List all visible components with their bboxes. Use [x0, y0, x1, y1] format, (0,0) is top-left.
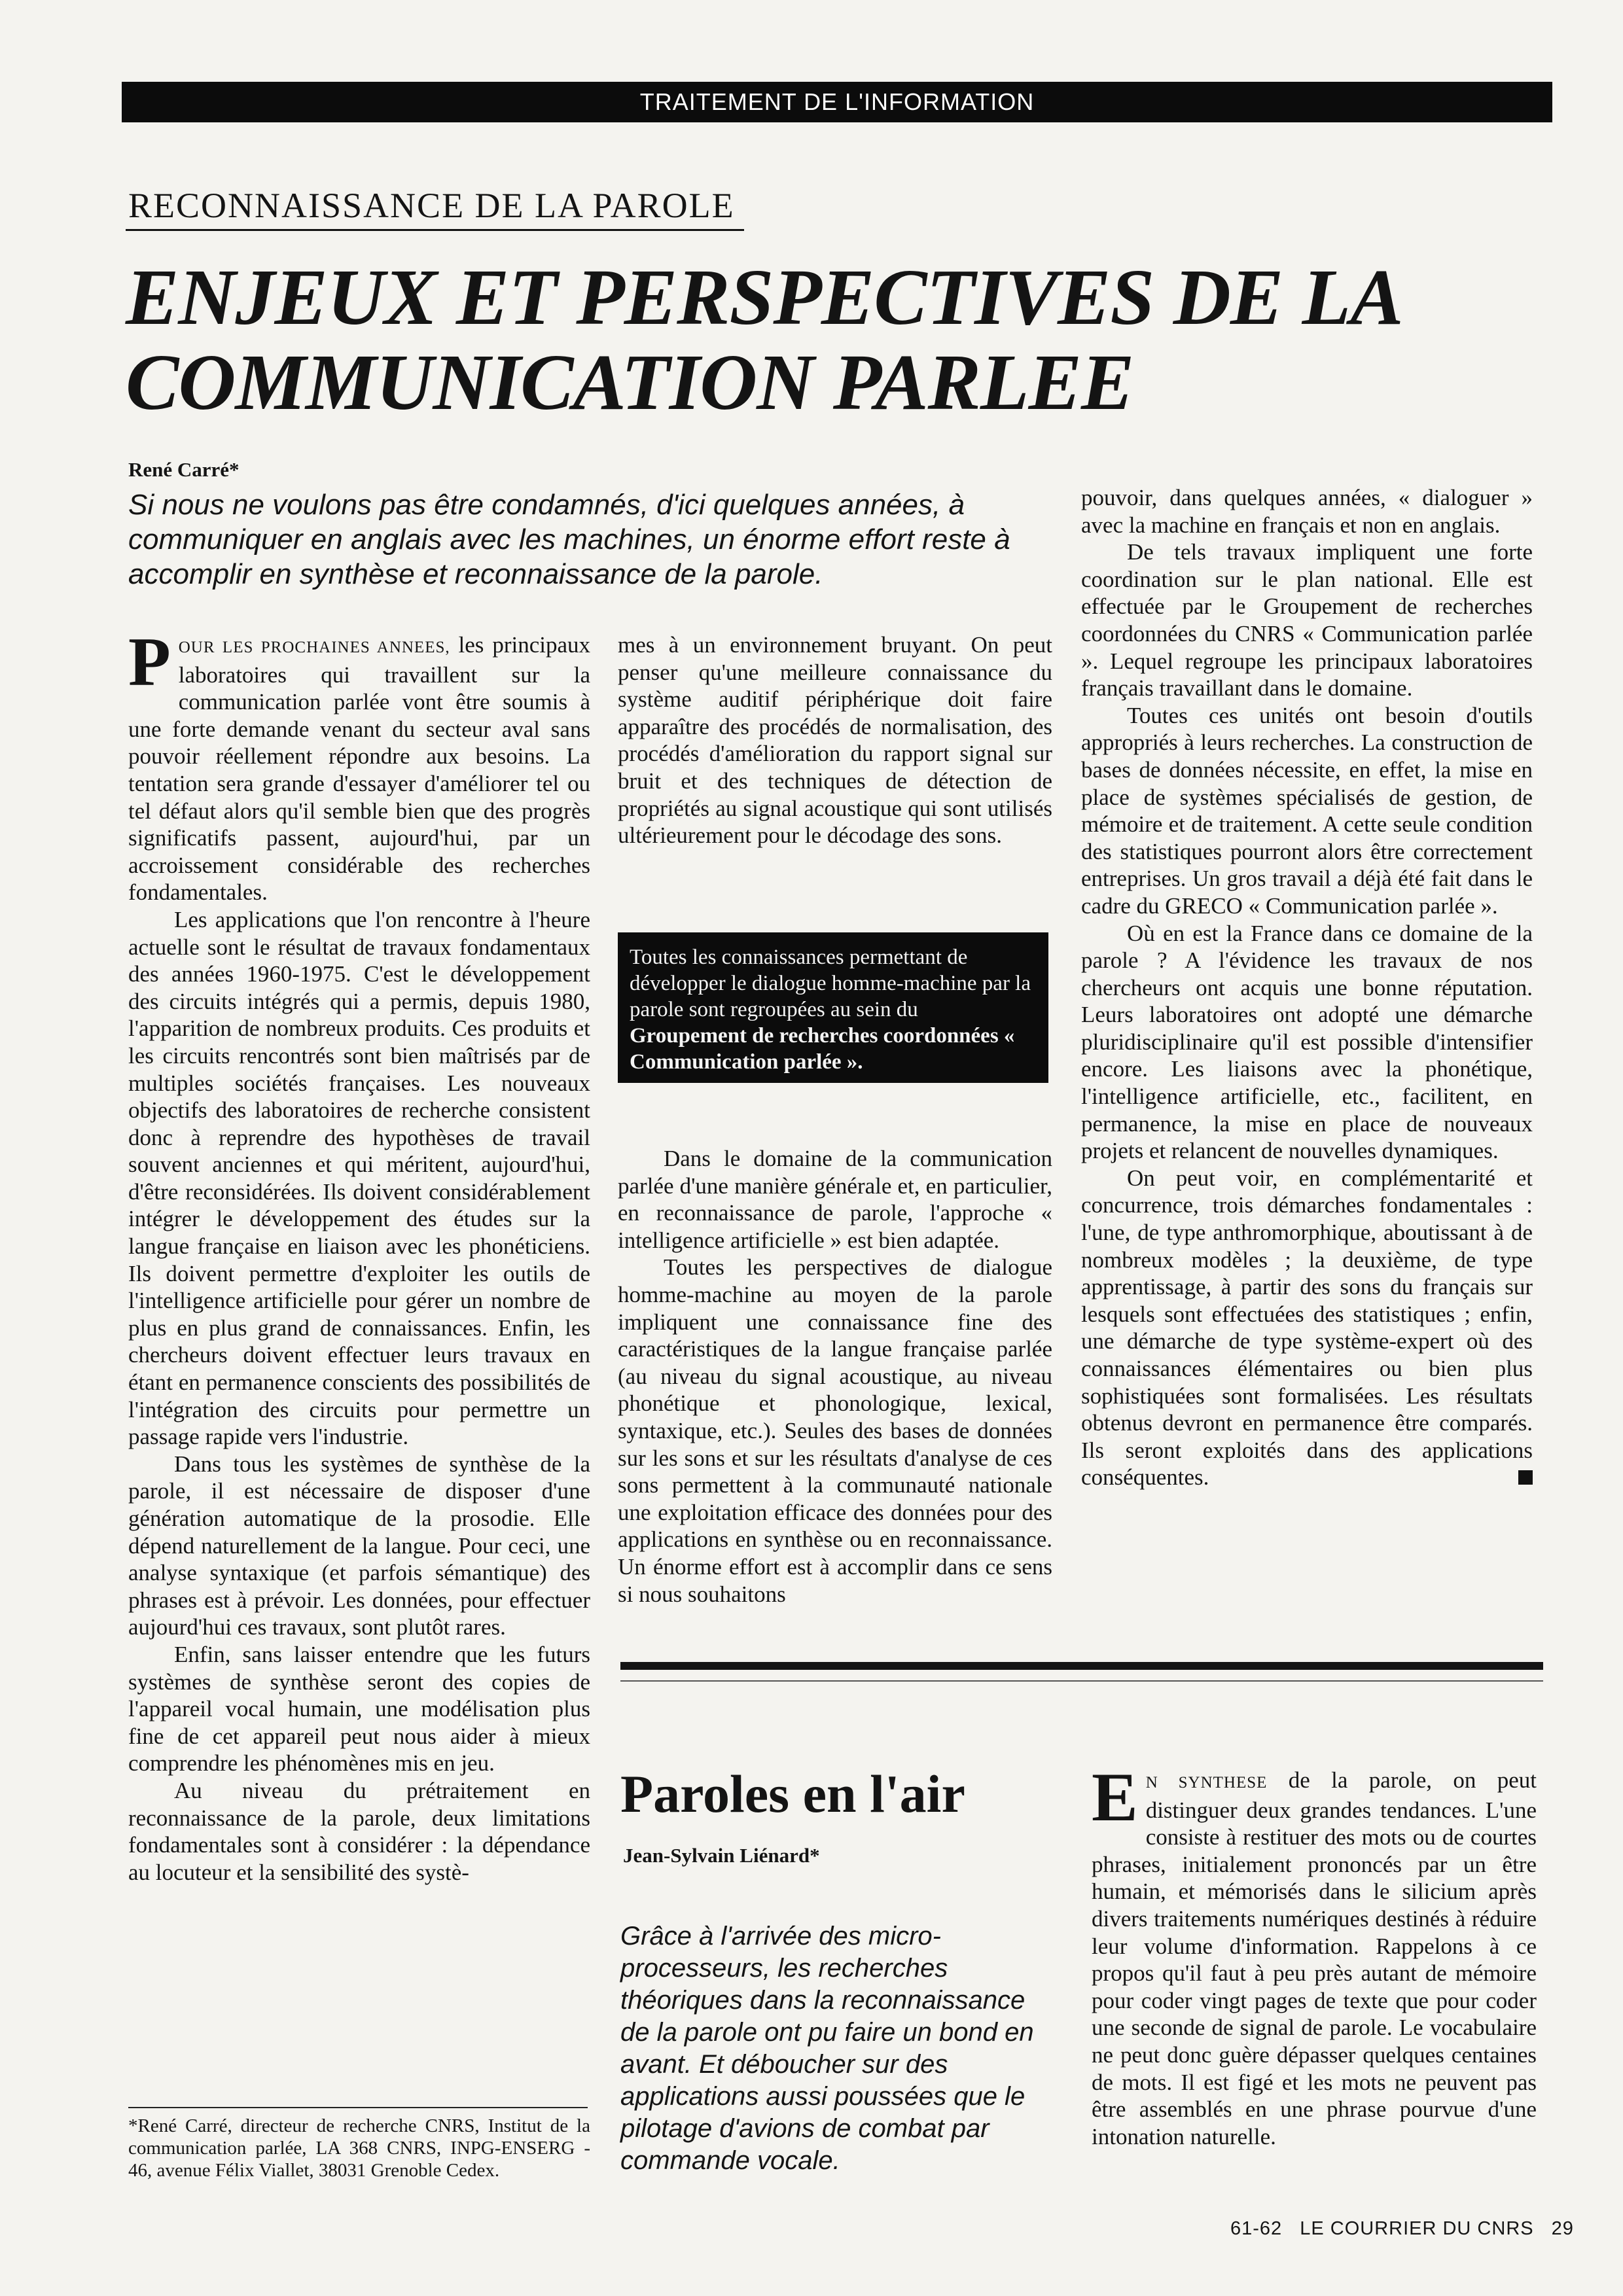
lede-line: pilotage d'avions de combat par — [620, 2114, 990, 2143]
paragraph: Toutes les perspectives de dialogue homme-machine au moyen de la parole impliquent une connaissance fine des caractéristiques de la langue française parlée (au niveau du signal acoustique, au niveau phonétique et phonologique, lexical, syntaxique, etc.). Seules des bases de données sur les sons et sur les résultats d'analyse de ces sons permettent à la communauté nationale une exploitation efficace des données pour des applications en synthèse ou en reconnaissance. Un énorme effort est à accomplir dans ce sens si nous souhaitons — [618, 1254, 1052, 1607]
article-column-1 — [128, 624, 590, 1886]
lede — [128, 487, 1077, 592]
paragraph: Les applications que l'on rencontre à l'heure actuelle sont le résultat de travaux fondamentaux des années 1960-1975. C'est le développement des circuits intégrés qui a permis, depuis 1980, l'apparition de nombreux produits. Ces produits et les circuits rencontrés sont bien maîtrisés par de multiples sociétés françaises. Les nouveaux objectifs des laboratoires de recherche consistent donc à reprendre des hypothèses de travail souvent anciennes et qui méritent, aujourd'hui, d'être reconsidérées. Ils doivent considérablement intégrer le développement des études sur la langue française en liaison avec les phonéticiens. Ils doivent permettre d'exploiter les outils de l'intelligence artificielle pour gérer un nombre de plus en plus grand de connaissances. Enfin, les chercheurs doivent effectuer leurs travaux en étant en permanence conscients des possibilités de l'intégration des circuits pour permettre un passage rapide vers l'industrie. — [128, 906, 590, 1450]
lede-line: applications aussi poussées que le — [620, 2082, 1026, 2111]
lede-line: processeurs, les recherches — [620, 1954, 948, 1983]
headline-line-2: COMMUNICATION PARLEE — [126, 338, 1134, 427]
paragraph-text: On peut voir, en complémentarité et concurrence, trois démarches fondamentales : l'une, de type anthromorphique, aboutissant à de nombreux modèles ; la deuxième, de type apprentissage, à partir des sons du français sur lesquels sont effectuées des statistiques ; enfin, une démarche de type système-expert où des connaissances élémentaires ou bien plus sophistiquées sont formalisées. Les résultats obtenus devront en permanence être comparés. Ils seront exploités dans des applications conséquentes. — [1081, 1165, 1533, 1491]
paragraph: Au niveau du prétraitement en reconnaissance de la parole, deux limitations fondamentales sont à considérer : la dépendance au locuteur et la sensibilité des systè- — [128, 1777, 590, 1885]
callout-box — [618, 932, 1048, 1083]
headline-line-1: ENJEUX ET PERSPECTIVES DE LA — [126, 253, 1403, 342]
lede-line: théoriques dans la reconnaissance — [620, 1986, 1026, 2015]
article2-title: Paroles en l'air — [620, 1764, 965, 1824]
article2-body — [1092, 1759, 1537, 2150]
lede-line: de la parole ont pu faire un bond en — [620, 2018, 1034, 2047]
paragraph: pouvoir, dans quelques années, « dialoguer » avec la machine en français et non en anglais. — [1081, 485, 1533, 538]
issue-number: 61-62 — [1230, 2218, 1283, 2239]
small-caps-opening: N SYNTHESE — [1145, 1774, 1268, 1792]
article2-byline: Jean-Sylvain Liénard* — [623, 1844, 820, 1867]
lede-line: accomplir en synthèse et reconnaissance de la parole. — [128, 558, 823, 590]
paragraph: Dans tous les systèmes de synthèse de la parole, il est nécessaire de disposer d'une génération automatique de la prosodie. Elle dépend naturellement de la langue. Pour ceci, une analyse syntaxique (et parfois sémantique) des phrases est à prévoir. Les données, pour effectuer aujourd'hui ces travaux, sont plutôt rares. — [128, 1451, 590, 1640]
paragraph: mes à un environnement bruyant. On peut penser qu'une meilleure connaissance du système auditif périphérique doit faire apparaître des procédés de normalisation, des procédés d'amélioration du rapport signal sur bruit et des techniques de détection de propriétés au signal acoustique qui sont utilisés ultérieurement pour le décodage des sons. — [618, 632, 1052, 849]
paragraph — [1081, 1165, 1533, 1491]
lede-line: commande vocale. — [620, 2146, 840, 2175]
paragraph — [1092, 1759, 1537, 2150]
article-column-3 — [1081, 484, 1533, 1491]
section-underline — [126, 229, 744, 231]
headline — [126, 255, 1552, 425]
footnote-rule — [128, 2107, 588, 2108]
article-separator-thick — [620, 1662, 1543, 1670]
paragraph: Toutes ces unités ont besoin d'outils appropriés à leurs recherches. La construction de bases de données nécessite, en effet, la mise en place de systèmes spécialisés de gestion, de mémoire et de traitement. A cette seule condition des statistiques pourront alors être correctement entreprises. Un gros travail a déjà été fait dans le cadre du GRECO « Communication parlée ». — [1081, 702, 1533, 919]
journal-name: LE COURRIER DU CNRS — [1300, 2218, 1534, 2239]
callout-text: Toutes les connaissances permettant de développer le dialogue homme-machine par la parole sont regroupées au sein du — [630, 945, 1031, 1021]
lede-line: Si nous ne voulons pas être condamnés, d'ici quelques années, à — [128, 489, 965, 521]
rubric-bar — [122, 82, 1552, 122]
folio — [1230, 2218, 1574, 2240]
lede-line: avant. Et déboucher sur des — [620, 2050, 948, 2079]
paragraph-text: les principaux laboratoires qui travaillent sur la communication parlée vont être soumis à une forte demande venant du secteur aval sans pouvoir réellement répondre aux besoins. La tentation sera grande d'essayer d'améliorer tel ou tel défaut alors qu'il semble bien que des progrès significatifs passent, aujourd'hui, par un accroissement considérable des recherches fondamentales. — [128, 632, 590, 906]
article-column-2-bottom — [618, 1145, 1052, 1608]
callout-bold-text: Groupement de recherches coordonnées « Communication parlée ». — [630, 1024, 1015, 1074]
rubric-label: TRAITEMENT DE L'INFORMATION — [639, 88, 1035, 115]
paragraph: Enfin, sans laisser entendre que les futurs systèmes de synthèse seront des copies de l'appareil vocal humain, une modélisation plus fine de cet appareil peut nous aider à mieux comprendre les phénomènes mis en jeu. — [128, 1641, 590, 1776]
article2-lede — [620, 1920, 1072, 2177]
lede-line: communiquer en anglais avec les machines, un énorme effort reste à — [128, 523, 1010, 556]
drop-cap: P — [128, 624, 171, 700]
paragraph — [128, 624, 590, 906]
paragraph: Où en est la France dans ce domaine de la parole ? A l'évidence les travaux de nos chercheurs ont acquis une bonne réputation. Leurs laboratoires ont adopté une démarche pluridisciplinaire qu'il est possible d'intensifier encore. Les liaisons avec la phonétique, l'intelligence artificielle, etc., facilitent, en permanence, la mise en place de nouveaux projets et relancent de nouvelles dynamiques. — [1081, 920, 1533, 1164]
byline: René Carré* — [128, 458, 240, 481]
small-caps-opening: OUR LES PROCHAINES ANNEES, — [178, 639, 450, 656]
page-number: 29 — [1551, 2218, 1574, 2239]
lede-line: Grâce à l'arrivée des micro- — [620, 1922, 941, 1951]
end-mark-icon — [1518, 1470, 1533, 1485]
drop-cap: E — [1092, 1759, 1138, 1835]
footnote: *René Carré, directeur de recherche CNRS, Institut de la communication parlée, LA 368 CNRS, INPG-ENSERG - 46, avenue Félix Viallet, 38031 Grenoble Cedex. — [128, 2115, 590, 2181]
article-separator-thin — [620, 1680, 1543, 1682]
article-column-2-top — [618, 631, 1052, 849]
section-heading: RECONNAISSANCE DE LA PAROLE — [128, 186, 735, 225]
paragraph: De tels travaux impliquent une forte coordination sur le plan national. Elle est effectuée par le Groupement de recherches coordonnées du CNRS « Communication parlée ». Lequel regroupe les principaux laboratoires français travaillant dans le domaine. — [1081, 539, 1533, 701]
paragraph: Dans le domaine de la communication parlée d'une manière générale et, en particulier, en reconnaissance de parole, l'approche « intelligence artificielle » est bien adaptée. — [618, 1146, 1052, 1253]
paragraph-text: de la parole, on peut distinguer deux grandes tendances. L'une consiste à restituer des mots ou de courtes phrases, initialement prononcés par un être humain, et mémorisés dans le silicium après divers traitements numériques destinés à réduire leur volume d'information. Rappelons à ce propos qu'il faut à peu près autant de mémoire pour coder vingt pages de texte que pour coder une seconde de signal de parole. Le vocabulaire ne peut donc guère dépasser quelques centaines de mots. Il est figé et les mots ne peuvent pas être assemblés en une phrase pourvue d'une intonation naturelle. — [1092, 1767, 1537, 2149]
